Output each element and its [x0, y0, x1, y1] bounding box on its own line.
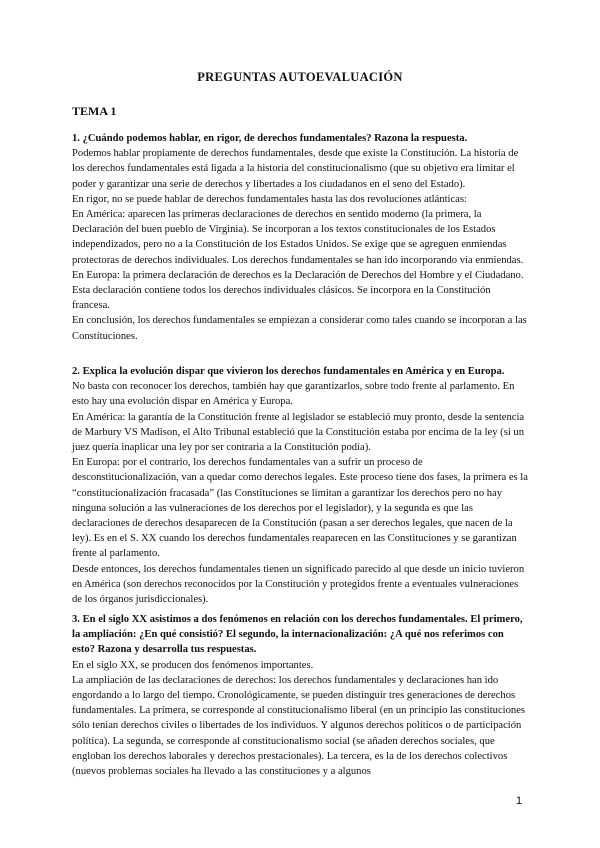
answer-paragraph: En el siglo XX, se producen dos fenómenos importantes. — [72, 659, 314, 671]
answer-paragraph: En rigor, no se puede hablar de derechos fundamentales hasta las dos revoluciones atlánticas: — [72, 193, 467, 205]
tema-heading: TEMA 1 — [72, 104, 117, 118]
page-number: 1 — [516, 795, 523, 807]
document-title: PREGUNTAS AUTOEVALUACIÓN — [197, 70, 403, 84]
question-heading: 3. En el siglo XX asistimos a dos fenómenos en relación con los derechos fundamentales. El primero, la ampliación: ¿En qué consistió? El segundo, la internacionalización: ¿A qué nos referimos con esto? Razona y desarrolla tus respuestas. — [72, 614, 523, 656]
question-section-1 — [72, 131, 528, 344]
answer-paragraph: No basta con reconocer los derechos, también hay que garantizarlos, sobre todo frente al parlamento. En esto hay una evolución dispar en América y Europa. — [72, 381, 515, 408]
question-heading: 1. ¿Cuándo podemos hablar, en rigor, de derechos fundamentales? Razona la respuesta. — [72, 133, 468, 144]
question-section-2 — [72, 364, 528, 607]
answer-paragraph: En Europa: por el contrario, los derechos fundamentales van a sufrir un proceso de desconstitucionalización, van a quedar como derechos legales. Este proceso tiene dos fases, la primera es la “constitucionalización fracasada” (las Constituciones se limitan a garantizar los derechos pero no hay ninguna solución a las vulneraciones de los derechos por el legislador), y la segunda es que las declaraciones de derechos desaparecen de la Constitución (pasan a ser derechos legales, que nacen de la ley). Es en el S. XX cuando los derechos fundamentales reaparecen en las Constituciones y se garantizan frente al parlamento. — [72, 457, 528, 560]
answer-paragraph: Podemos hablar propiamente de derechos fundamentales, desde que existe la Constitución. La historia de los derechos fundamentales está ligada a la historia del constitucionalismo (que su objetivo era limitar el poder y garantizar una serie de derechos y libertades a los ciudadanos en el seno del Estado). — [72, 148, 519, 190]
question-section-3 — [72, 612, 528, 779]
answer-paragraph: En América: la garantía de la Constitución frente al legislador se estableció muy pronto, desde la sentencia de Marbury VS Madison, el Alto Tribunal estableció que la Constitución estaba por encima de la ley (si un juez quería inaplicar una ley por ser contraria a la Constitución podía). — [72, 411, 525, 454]
answer-paragraph: En conclusión, los derechos fundamentales se empiezan a considerar como tales cuando se incorporan a las Constituciones. — [72, 315, 527, 342]
answer-paragraph: Desde entonces, los derechos fundamentales tienen un significado parecido al que desde un inicio tuvieron en América (son derechos reconocidos por la Constitución y protegidos frente a eventuales vulneraciones de los órganos jurisdiccionales). — [72, 563, 525, 606]
question-heading: 2. Explica la evolución dispar que vivieron los derechos fundamentales en América y en Europa. — [72, 366, 505, 377]
answer-paragraph: En América: aparecen las primeras declaraciones de derechos en sentido moderno (la primera, la Declaración del buen pueblo de Virginia). Se incorporan a los textos constitucionales de los Estados independizados, pero no a la Constitución de los Estados Unidos. Se exige que se agreguen enmiendas protectoras de derechos individuales. Los derechos fundamentales se han ido incorporando vía enmiendas. — [72, 209, 524, 266]
answer-paragraph: En Europa: la primera declaración de derechos es la Declaración de Derechos del Hombre y el Ciudadano. Esta declaración contiene todos los derechos individuales clásicos. Se incorpora en la Constitución francesa. — [72, 269, 524, 312]
answer-paragraph: La ampliación de las declaraciones de derechos: los derechos fundamentales y declaraciones han ido engordando a lo largo del tiempo. Cronológicamente, se pueden distinguir tres generaciones de derechos fundamentales. La primera, se corresponde al constitucionalismo liberal (en un principio las constituciones sólo tenían derechos civiles o libertades de los individuos. Y algunos derechos políticos o de participación política). La segunda, se corresponde al constitucionalismo social (se añaden derechos sociales, que engloban los derechos laborales y derechos prestacionales). La tercera, es la de los derechos colectivos (nuevos problemas sociales ha llevado a las constituciones y a algunos — [72, 674, 526, 778]
